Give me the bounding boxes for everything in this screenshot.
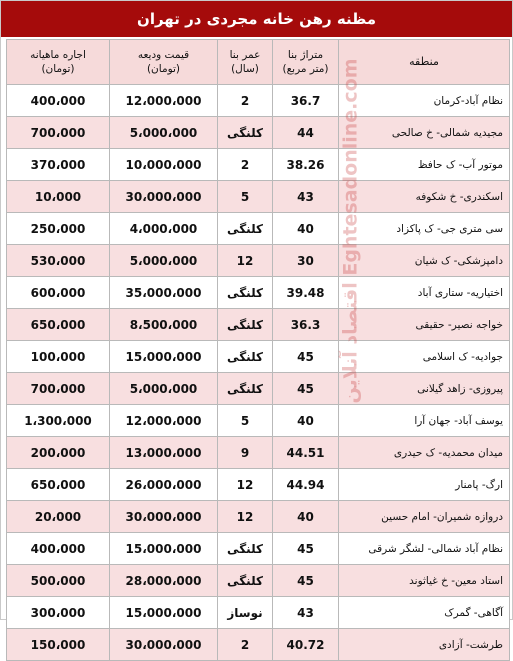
table-row [7, 341, 510, 373]
rent-cell: 1،300،000 [7, 405, 110, 437]
rent-cell: 250،000 [7, 213, 110, 245]
table-row [7, 85, 510, 117]
area-cell: 36.3 [273, 309, 339, 341]
table-row [7, 629, 510, 661]
area-cell: 45 [273, 341, 339, 373]
deposit-cell: 30،000،000 [110, 629, 218, 661]
deposit-cell: 12،000،000 [110, 85, 218, 117]
column-header-rent: اجاره ماهیانه (تومان) [7, 40, 110, 85]
area-cell: 40 [273, 213, 339, 245]
rent-cell: 500،000 [7, 565, 110, 597]
table-row [7, 437, 510, 469]
area-cell: 38.26 [273, 149, 339, 181]
rent-cell: 400،000 [7, 533, 110, 565]
age-cell: 12 [218, 469, 273, 501]
age-cell: 2 [218, 149, 273, 181]
region-cell: ارگ- پامنار [339, 469, 510, 501]
deposit-cell: 30،000،000 [110, 501, 218, 533]
age-cell: 12 [218, 245, 273, 277]
region-cell: جوادیه- ک اسلامی [339, 341, 510, 373]
deposit-cell: 15،000،000 [110, 597, 218, 629]
table-row [7, 277, 510, 309]
deposit-cell: 15،000،000 [110, 341, 218, 373]
age-cell: کلنگی [218, 309, 273, 341]
region-cell: خواجه نصیر- حقیقی [339, 309, 510, 341]
age-cell: نوساز [218, 597, 273, 629]
region-cell: موتور آب- ک حافظ [339, 149, 510, 181]
age-cell: 9 [218, 437, 273, 469]
column-header-age: عمر بنا (سال) [218, 40, 273, 85]
column-header-region: منطقه [339, 40, 510, 85]
age-cell: 2 [218, 85, 273, 117]
area-cell: 40 [273, 501, 339, 533]
watermark: اقتصاد آنلاین Eghtesadonline.com [340, 58, 362, 404]
age-cell: 5 [218, 181, 273, 213]
area-cell: 40 [273, 405, 339, 437]
age-cell: 2 [218, 629, 273, 661]
region-cell: یوسف آباد- جهان آرا [339, 405, 510, 437]
region-cell: دامپزشکی- ک شیان [339, 245, 510, 277]
column-header-area: متراژ بنا (متر مربع) [273, 40, 339, 85]
rent-cell: 530،000 [7, 245, 110, 277]
table-row [7, 565, 510, 597]
area-cell: 45 [273, 565, 339, 597]
area-cell: 44.94 [273, 469, 339, 501]
age-cell: کلنگی [218, 277, 273, 309]
table-row [7, 501, 510, 533]
table-row [7, 117, 510, 149]
region-cell: مجیدیه شمالی- خ صالحی [339, 117, 510, 149]
age-cell: کلنگی [218, 213, 273, 245]
deposit-cell: 15،000،000 [110, 533, 218, 565]
region-cell: اختیاریه- ستاری آباد [339, 277, 510, 309]
deposit-cell: 35،000،000 [110, 277, 218, 309]
area-cell: 44 [273, 117, 339, 149]
rent-cell: 10،000 [7, 181, 110, 213]
deposit-cell: 26،000،000 [110, 469, 218, 501]
area-cell: 44.51 [273, 437, 339, 469]
area-cell: 30 [273, 245, 339, 277]
age-cell: کلنگی [218, 373, 273, 405]
column-header-deposit: قیمت ودیعه (تومان) [110, 40, 218, 85]
age-cell: کلنگی [218, 533, 273, 565]
table-row [7, 213, 510, 245]
deposit-cell: 8،500،000 [110, 309, 218, 341]
area-cell: 39.48 [273, 277, 339, 309]
rent-table [6, 39, 510, 661]
region-cell: دروازه شمیران- امام حسین [339, 501, 510, 533]
area-cell: 43 [273, 181, 339, 213]
rent-cell: 700،000 [7, 373, 110, 405]
deposit-cell: 5،000،000 [110, 245, 218, 277]
deposit-cell: 10،000،000 [110, 149, 218, 181]
deposit-cell: 13،000،000 [110, 437, 218, 469]
deposit-cell: 5،000،000 [110, 117, 218, 149]
table-row [7, 181, 510, 213]
rent-cell: 650،000 [7, 469, 110, 501]
table-header-row [7, 40, 510, 85]
region-cell: آگاهی- گمرک [339, 597, 510, 629]
rent-cell: 400،000 [7, 85, 110, 117]
rent-cell: 20،000 [7, 501, 110, 533]
deposit-cell: 5،000،000 [110, 373, 218, 405]
table-row [7, 533, 510, 565]
region-cell: استاد معین- خ غیاثوند [339, 565, 510, 597]
table-row [7, 245, 510, 277]
rent-cell: 100،000 [7, 341, 110, 373]
table-row [7, 469, 510, 501]
area-cell: 36.7 [273, 85, 339, 117]
region-cell: طرشت- آزادی [339, 629, 510, 661]
table-row [7, 597, 510, 629]
age-cell: کلنگی [218, 565, 273, 597]
region-cell: نظام آباد-کرمان [339, 85, 510, 117]
region-cell: پیروزی- زاهد گیلانی [339, 373, 510, 405]
region-cell: نظام آباد شمالی- لشگر شرقی [339, 533, 510, 565]
age-cell: کلنگی [218, 117, 273, 149]
deposit-cell: 4،000،000 [110, 213, 218, 245]
rent-cell: 300،000 [7, 597, 110, 629]
rent-cell: 200،000 [7, 437, 110, 469]
rent-cell: 370،000 [7, 149, 110, 181]
region-cell: سی متری جی- ک پاکزاد [339, 213, 510, 245]
rent-cell: 600،000 [7, 277, 110, 309]
region-cell: میدان محمدیه- ک حیدری [339, 437, 510, 469]
age-cell: 5 [218, 405, 273, 437]
page-title: مظنه رهن خانه مجردی در تهران [137, 10, 376, 28]
table-row [7, 149, 510, 181]
area-cell: 43 [273, 597, 339, 629]
area-cell: 45 [273, 533, 339, 565]
area-cell: 40.72 [273, 629, 339, 661]
title-bar [1, 1, 512, 37]
deposit-cell: 30،000،000 [110, 181, 218, 213]
deposit-cell: 28،000،000 [110, 565, 218, 597]
region-cell: اسکندری- خ شکوفه [339, 181, 510, 213]
table-row [7, 405, 510, 437]
rent-cell: 700،000 [7, 117, 110, 149]
age-cell: کلنگی [218, 341, 273, 373]
table-row [7, 309, 510, 341]
deposit-cell: 12،000،000 [110, 405, 218, 437]
age-cell: 12 [218, 501, 273, 533]
rent-cell: 150،000 [7, 629, 110, 661]
rent-cell: 650،000 [7, 309, 110, 341]
area-cell: 45 [273, 373, 339, 405]
table-row [7, 373, 510, 405]
